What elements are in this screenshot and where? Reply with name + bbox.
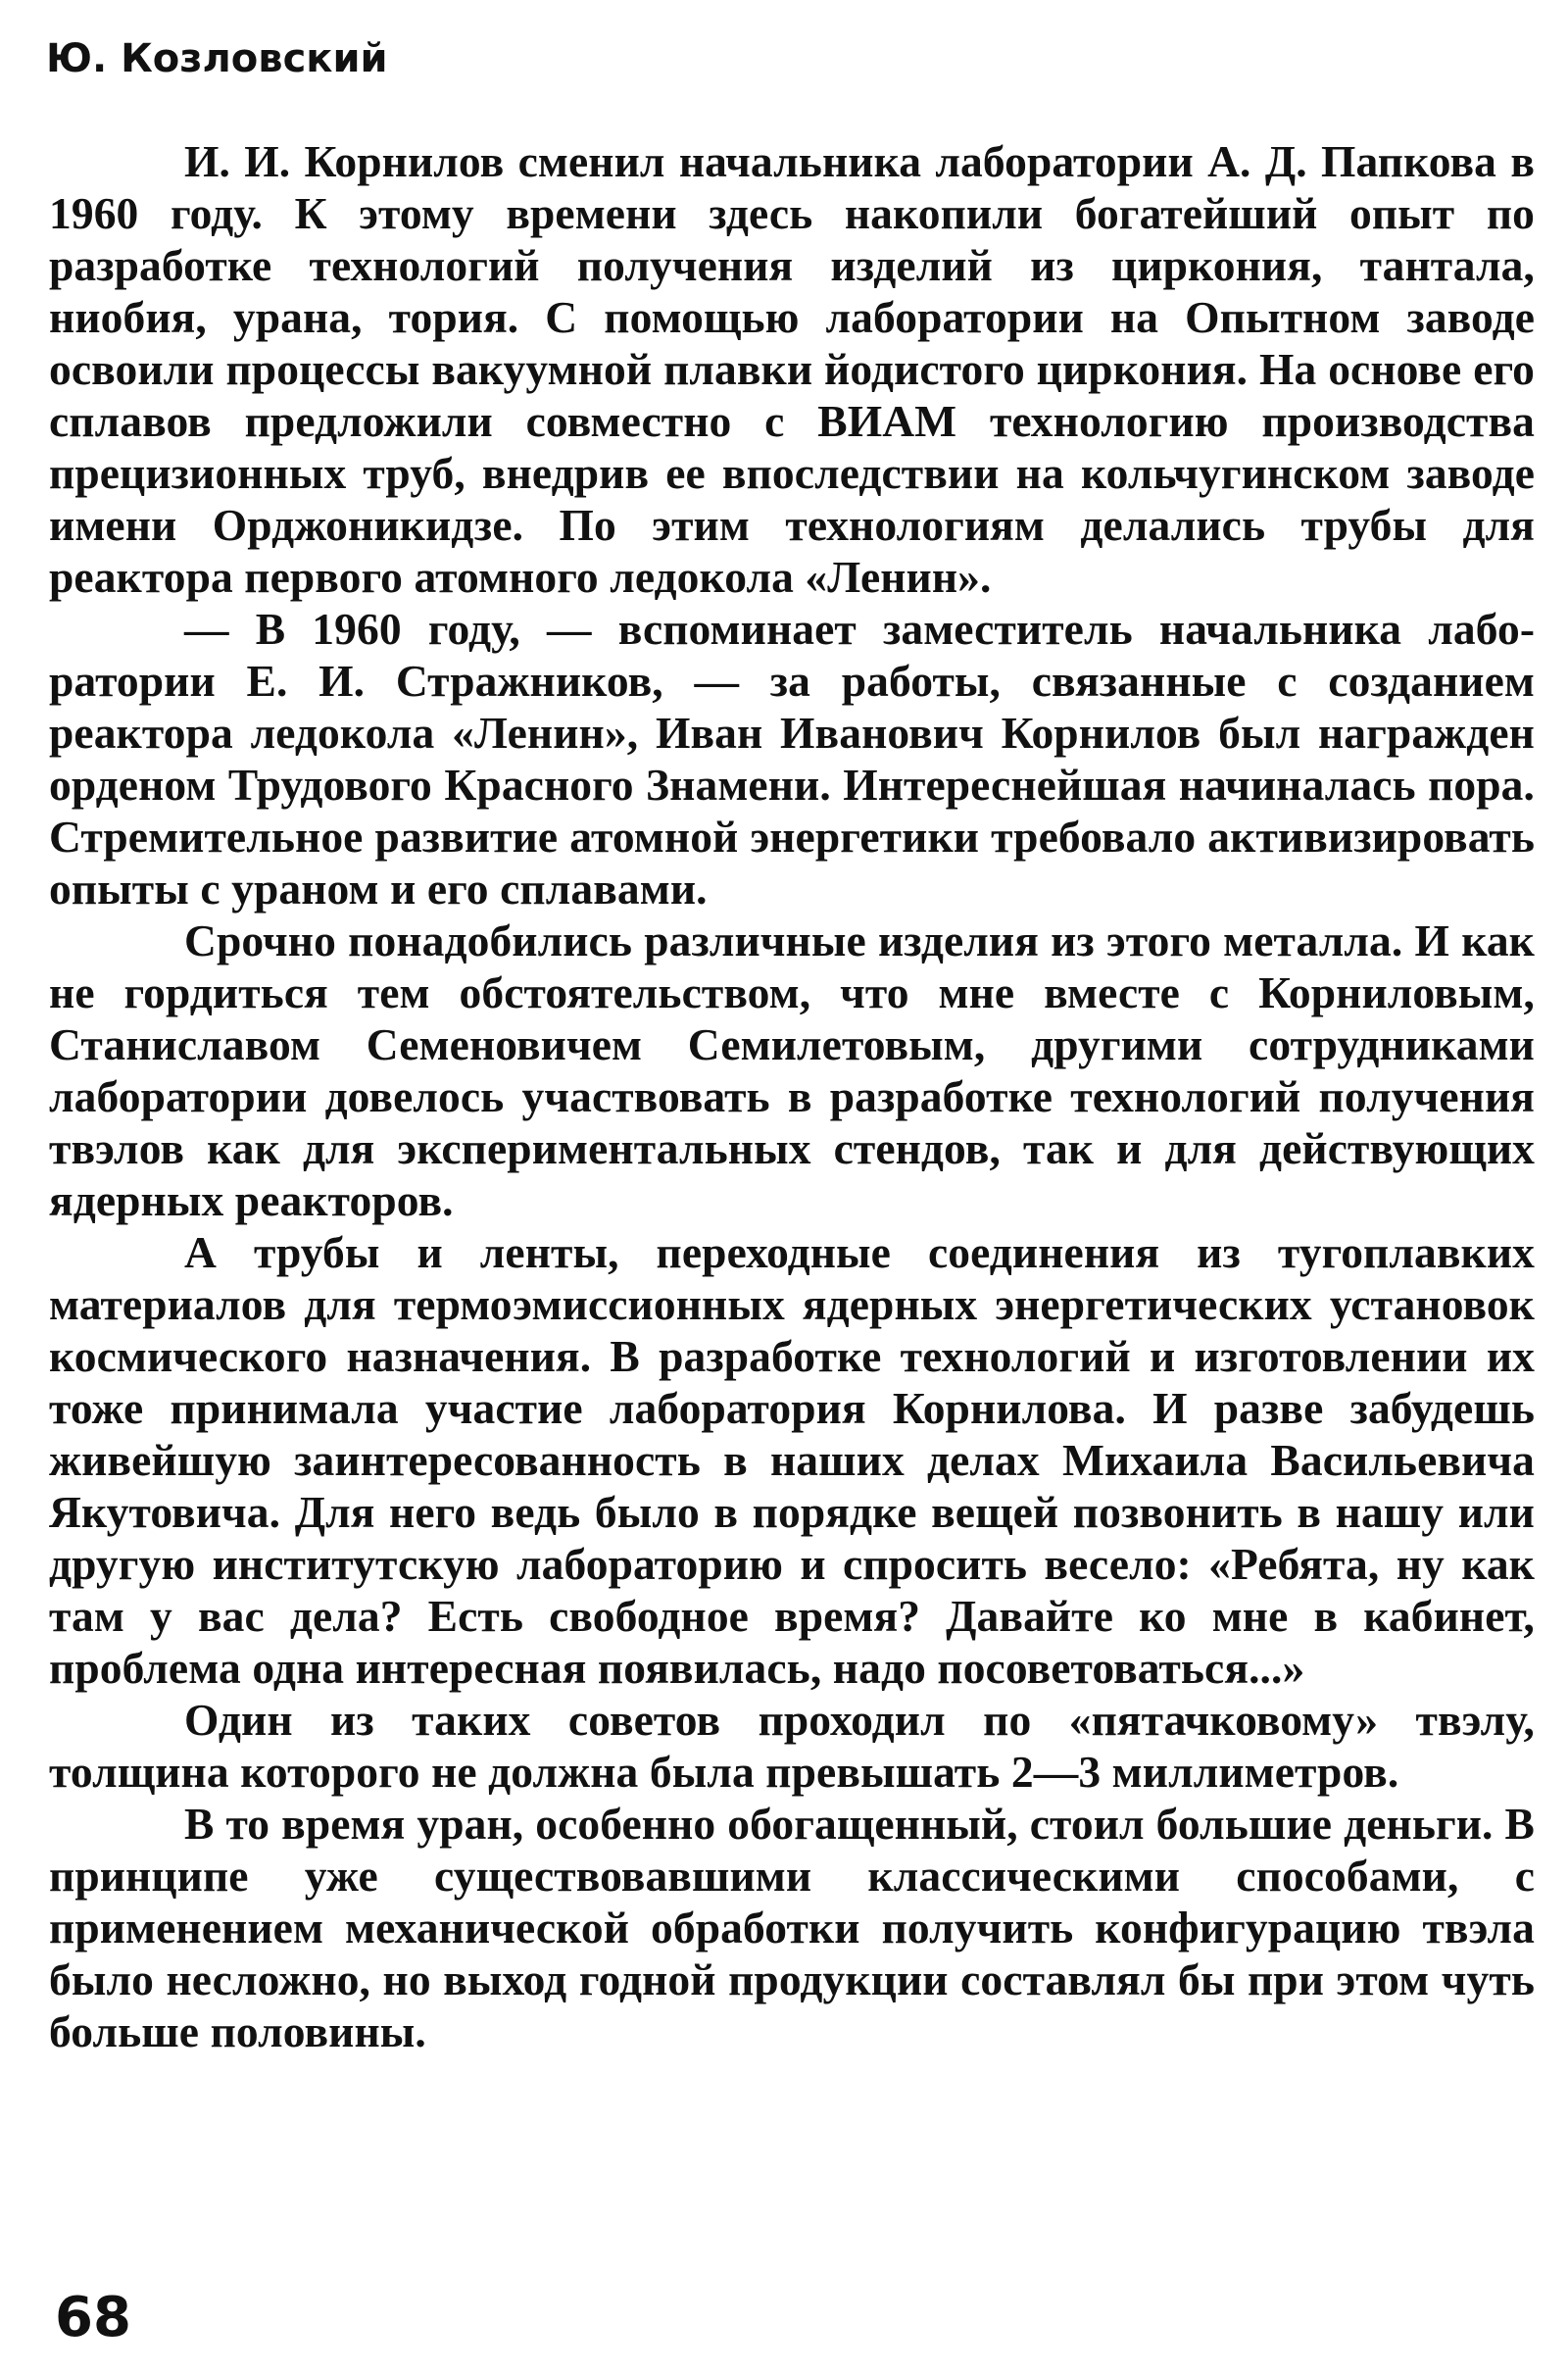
paragraph: Один из таких советов проходил по «пятачковому» твэлу, толщина которого не должна была превышать 2—3 миллиметров. — [49, 1695, 1535, 1797]
paragraph: И. И. Корнилов сменил начальника лаборатории А. Д. Папкова в 1960 году. К этому времени здесь накопили богатейший опыт по разработке технологий получения изделий из циркония, тантала, ниобия, урана, тория. С помощью лаборатории на Опытном заводе освоили процессы вакуумной плавки йодистого циркония. На основе его сплавов предложили совместно с ВИАМ технологию производства прецизионных труб, внедрив ее впоследствии на кольчугинском заводе имени Орджоникидзе. По этим технологиям делались трубы для реактора первого атомного ледокола «Ленин». — [49, 136, 1535, 602]
paragraph: — В 1960 году, — вспоминает заместитель начальника лаборатории Е. И. Стражников, — за работы, связанные с созданием реактора ледокола «Ленин», Иван Иванович Корнилов был награжден орденом Трудового Красного Знамени. Интереснейшая начиналась пора. Стремительное развитие атомной энергетики требовало активизировать опыты с ураном и его сплавами. — [49, 604, 1535, 914]
article-body — [49, 135, 1535, 2057]
page-number: 68 — [55, 2286, 131, 2349]
running-head: Ю. Козловский — [46, 36, 388, 81]
paragraph: А трубы и ленты, переходные соединения из тугоплавких материалов для термоэмиссионных ядерных энергетических установок космического назначения. В разработке технологий и изготовлении их тоже принимала участие лаборатория Корнилова. И разве забудешь живейшую заинтересованность в наших делах Михаила Васильевича Якутовича. Для него ведь было в порядке вещей позвонить в нашу или другую институтскую лабораторию и спросить весело: «Ребята, ну как там у вас дела? Есть свободное время? Давайте ко мне в кабинет, проблема одна интересная появилась, надо посоветоваться...» — [49, 1227, 1535, 1693]
paragraph: Срочно понадобились различные изделия из этого металла. И как не гордиться тем обстоятельством, что мне вместе с Корниловым, Станиславом Семеновичем Семилетовым, другими сотрудниками лаборатории довелось участвовать в разработке технологий получения твэлов как для экспериментальных стендов, так и для действующих ядерных реакторов. — [49, 915, 1535, 1225]
paragraph: В то время уран, особенно обогащенный, стоил большие деньги. В принципе уже существовавшими классическими способами, с применением механической обработки получить конфигурацию твэла было несложно, но выход годной продукции составлял бы при этом чуть больше половины. — [49, 1799, 1535, 2056]
